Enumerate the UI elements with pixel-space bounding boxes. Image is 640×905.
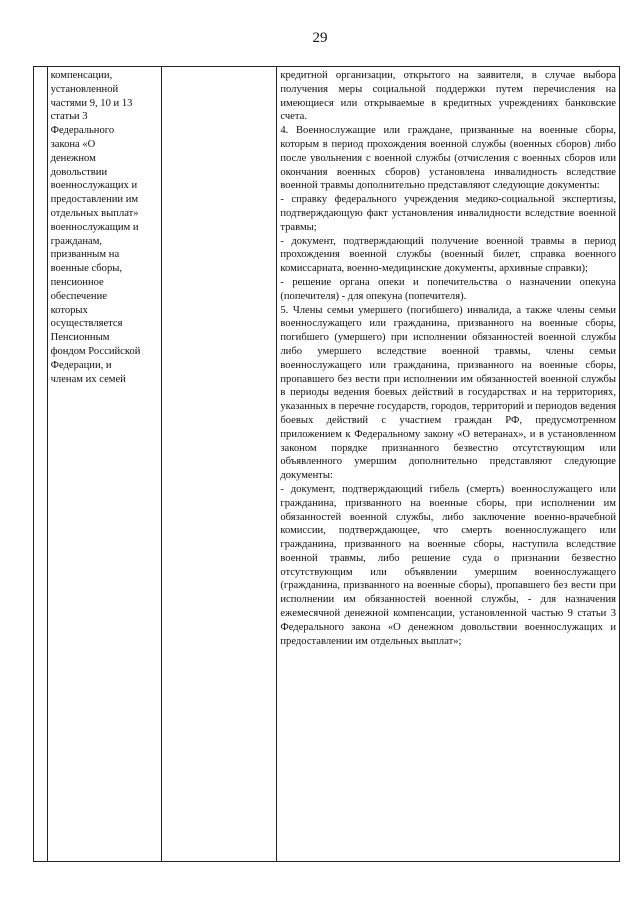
- table-row: [34, 67, 620, 862]
- service-name-cell: [47, 67, 162, 862]
- paragraph: - документ, подтверждающий получение военной травмы в период прохождения военной службы (военный билет, справка военного комиссариата, военно-медицинские документы, архивные справки);: [280, 235, 616, 275]
- empty-cell: [162, 67, 277, 862]
- service-name-text: компенсации, установленной частями 9, 10 и 13 статьи 3 Федерального закона «О денежном довольствии военнослужащих и предоставлении им отдельных выплат» военнослужащим и гражданам, призванным на военные сборы, пенсионное обеспечение которых осуществляется Пенсионным фондом Российской Федерации, и членам их семей: [50, 70, 141, 385]
- number-cell: [34, 67, 48, 862]
- document-table: [33, 66, 620, 862]
- documents-text: [280, 69, 616, 648]
- documents-cell: [277, 67, 620, 862]
- paragraph: 5. Члены семьи умершего (погибшего) инвалида, а также члены семьи военнослужащего или гражданина, призванного на военные сборы, погибшего (умершего) при исполнении обязанностей военной службы либо умершего вследствие военной травмы, члены семьи военнослужащего или гражданина, призванного на военные сборы, пропавшего без вести при исполнении им обязанностей военной службы в периоды ведения боевых действий в государствах и на территориях, указанных в перечне государств, городов, территорий и периодов ведения боевых действий с участием граждан РФ, предусмотренном приложением к Федеральному закону «О ветеранах», и в установленном законом порядке признанного безвестно отсутствующим или объявленного умершим дополнительно представляют следующие документы:: [280, 304, 616, 482]
- paragraph: 4. Военнослужащие или граждане, призванные на военные сборы, которым в период прохождения военной службы (военных сборов) либо после увольнения с военной службы (отчисления с военных сборов или окончания военных сборов) установлена инвалидность вследствие военной травмы дополнительно представляют следующие документы:: [280, 125, 616, 192]
- paragraph: - решение органа опеки и попечительства о назначении опекуна (попечителя) - для опекуна (попечителя).: [280, 276, 616, 302]
- paragraph: - справку федерального учреждения медико-социальной экспертизы, подтверждающую факт установления инвалидности вследствие военной травмы;: [280, 194, 616, 233]
- paragraph: - документ, подтверждающий гибель (смерть) военнослужащего или гражданина, призванного на военные сборы, при исполнении им обязанностей военной службы, либо заключение военно-врачебной комиссии, подтверждающее, что смерть военнослужащего или гражданина, призванного на военные сборы, наступила вследствие военной травмы, либо решение суда о признании безвестно отсутствующим или объявлении умершим военнослужащего (гражданина, призванного на военные сборы), пропавшего без вести при исполнении им обязанностей военной службы, - для назначения ежемесячной денежной компенсации, установленной частью 9 статьи 3 Федерального закона «О денежном довольствии военнослужащих и предоставлении им отдельных выплат»;: [280, 483, 616, 647]
- paragraph: кредитной организации, открытого на заявителя, в случае выбора получения меры социальной поддержки путем перечисления на имеющиеся или открываемые в кредитных учреждениях банковские счета.: [280, 70, 616, 123]
- page-number: 29: [312, 30, 328, 46]
